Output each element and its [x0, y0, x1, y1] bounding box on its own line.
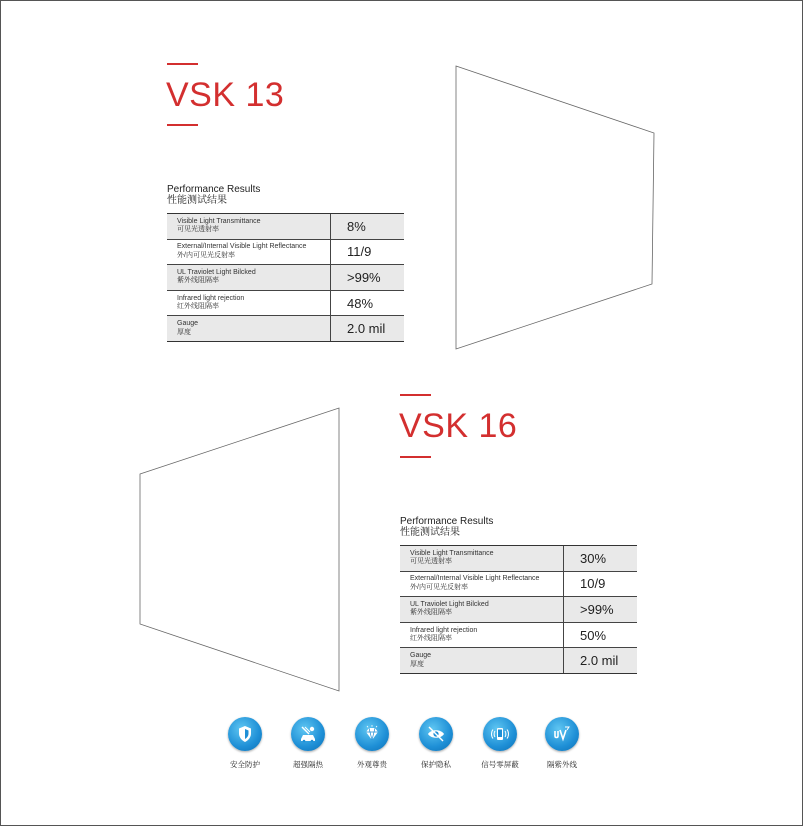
diamond-icon [362, 724, 382, 744]
performance-table-vsk13 [167, 213, 404, 342]
performance-heading-vsk13 [167, 184, 260, 206]
row-label-en: Visible Light Transmittance [177, 217, 261, 225]
title-bar-top-vsk13 [167, 63, 198, 65]
feature-appearance [347, 717, 397, 770]
feature-label: 外观尊贵 [357, 760, 387, 769]
table-row [167, 291, 404, 317]
uv-block-icon [552, 724, 572, 744]
row-label-en: Gauge [177, 320, 199, 328]
table-row [400, 623, 637, 649]
feature-label: 隔紫外线 [547, 760, 577, 769]
row-value: 2.0 mil [347, 321, 386, 337]
table-row [167, 240, 404, 266]
row-label-en: Infrared light rejection [177, 294, 245, 302]
row-label-zh: 红外线阻隔率 [177, 303, 219, 311]
row-label-zh: 可见光透射率 [410, 558, 452, 566]
row-value: 30% [580, 550, 607, 566]
row-label-en: External/Internal Visible Light Reflectance [177, 243, 307, 251]
table-row [400, 546, 637, 572]
table-row [400, 597, 637, 623]
feature-heat-insulation [283, 717, 333, 770]
title-bar-bottom-vsk13 [167, 124, 198, 126]
row-label-en: Infrared light rejection [410, 626, 478, 634]
feature-signal [475, 717, 525, 770]
row-value: >99% [580, 601, 614, 617]
title-bar-top-vsk16 [400, 394, 431, 396]
row-label-en: UL Traviolet Light Bilcked [177, 268, 256, 276]
table-row [167, 214, 404, 240]
table-row [400, 572, 637, 598]
performance-table-vsk16 [400, 545, 637, 674]
product-title-vsk13: VSK 13 [166, 76, 285, 114]
row-label-en: Visible Light Transmittance [410, 549, 494, 557]
glass-panel-top [456, 66, 654, 349]
row-value: >99% [347, 269, 381, 285]
feature-uv-block [537, 717, 587, 770]
row-label-zh: 紫外线阻隔率 [410, 609, 452, 617]
row-label-zh: 紫外线阻隔率 [177, 277, 219, 285]
privacy-eye-icon [426, 724, 446, 744]
row-value: 48% [347, 295, 374, 311]
row-value: 11/9 [347, 244, 372, 260]
shield-icon [235, 724, 255, 744]
performance-heading-zh: 性能测试结果 [400, 527, 460, 538]
row-label-zh: 红外线阻隔率 [410, 635, 452, 643]
signal-phone-icon [490, 724, 510, 744]
title-bar-bottom-vsk16 [400, 456, 431, 458]
row-value: 10/9 [580, 576, 606, 592]
feature-label: 保护隐私 [421, 760, 451, 769]
table-row [167, 265, 404, 291]
row-label-zh: 外/内可见光反射率 [177, 251, 235, 259]
feature-label: 信号零屏蔽 [481, 760, 519, 769]
product-title-vsk16: VSK 16 [399, 407, 518, 445]
row-value: 8% [347, 218, 366, 234]
feature-label: 安全防护 [230, 760, 260, 769]
feature-label: 超强隔热 [293, 760, 323, 769]
row-label-en: UL Traviolet Light Bilcked [410, 600, 489, 608]
feature-privacy [411, 717, 461, 770]
row-value: 50% [580, 627, 607, 643]
performance-heading-en: Performance Results [167, 184, 261, 195]
row-label-zh: 外/内可见光反射率 [410, 583, 468, 591]
row-label-en: Gauge [410, 652, 432, 660]
performance-heading-en: Performance Results [400, 516, 494, 527]
row-label-zh: 可见光透射率 [177, 226, 219, 234]
row-label-zh: 厚度 [177, 328, 191, 336]
row-label-en: External/Internal Visible Light Reflectance [410, 575, 540, 583]
table-row [167, 316, 404, 342]
heat-insulation-icon [298, 724, 318, 744]
performance-heading-vsk16 [400, 516, 493, 538]
feature-safety [220, 717, 270, 770]
row-value: 2.0 mil [580, 653, 619, 669]
row-label-zh: 厚度 [410, 660, 424, 668]
glass-panel-bottom [140, 408, 339, 691]
performance-heading-zh: 性能测试结果 [167, 195, 227, 206]
table-row [400, 648, 637, 674]
